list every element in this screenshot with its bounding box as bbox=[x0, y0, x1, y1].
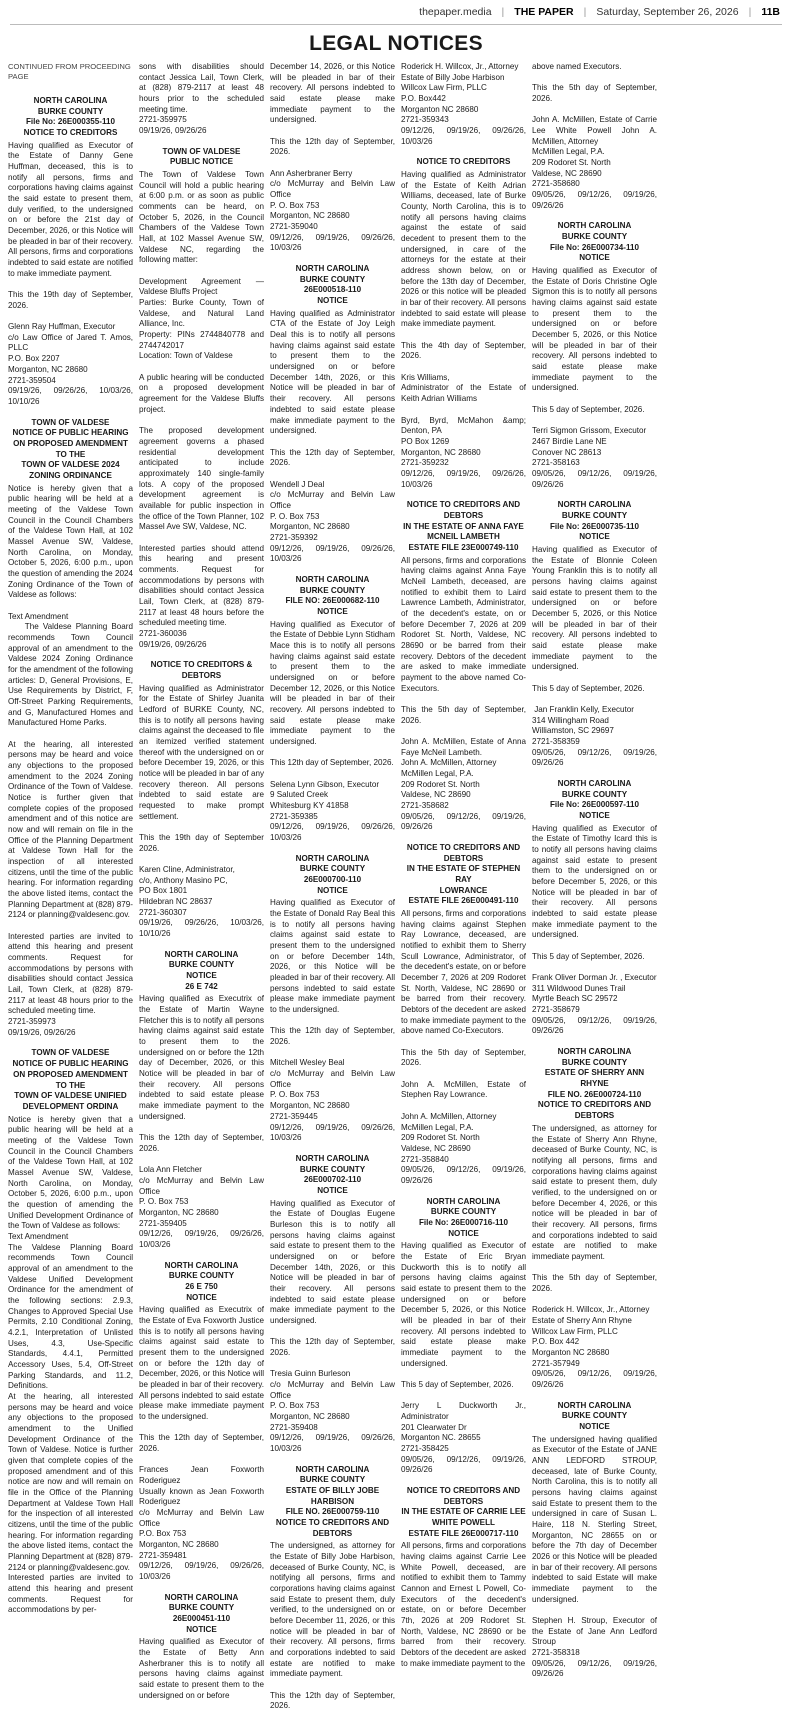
notice-body: Having qualified as Executor of the Estate of Debbie Lynn Stidham Mace this is to notify all persons having claims against said estate to present them to the undersigned on or before December 12, 2026, or this Notice will be pleaded in bar of their recovery. All persons indebted to said estate please make immediate payment to the undersigned. This 12th day of September, 2026. Selena Lynn Gibson, Executor 9 Saluted Creek Whitesburg KY 41858 2721-359385 09/12/26, 09/19/26, 09/26/26, 10/03/26 bbox=[270, 619, 395, 843]
legal-notice bbox=[401, 1486, 529, 1669]
notice-heading: NORTH CAROLINA BURKE COUNTY FILE NO: 26E000682-110 NOTICE bbox=[285, 574, 380, 616]
notice-body: Notice is hereby given that a public hearing will be held at a meeting of the Valdese Town Council in the Council Chambers of the Valdese Town Hall, at 102 Massel Avenue SW, Valdese, North Carolina, on Monday, October 5, 2026, 6:00 p.m., upon the question of amending the Unified Development Ordinance of the Town of Valdese as follows: Text Amendment The Valdese Planning Board recommends Town Council approval of an amendment to the Valdese Unified Development Ordinance for the amendment of the following sections: 2.9.3, Changes to Approved Special Use Permits, 2.10 Conditional Zoning, 4.2.1, Interpretation of Unlisted Uses, 4.3, Use-Specific Standards, 4.4.1, Permitted Accessory Uses, 5.4, Off-Street Parking Standards, and 11.2, Definitions. At the hearing, all interested persons may be heard and voice any objections to the proposed amendment to the Unified Development Ordinance of the Town of Valdese. Notice is further given that complete copies of the proposed amendment and of this notice are now and will remain on file in the Office of the Planning Department at Valdese Town Hall for the inspection of all interested citizens, until the time of the public hearing. For information regarding the above listed items, contact the Planning Department at (828) 879-2124 or planning@valdesenc.gov. Interested parties are invited to attend this hearing and present comments. Request for accommodations by per- bbox=[8, 1114, 133, 1615]
notice-heading: NOTICE TO CREDITORS AND DEBTORS IN THE ESTATE OF ANNA FAYE MCNEIL LAMBETH ESTATE FILE 23E000749-110 bbox=[403, 500, 524, 552]
notice-body: The undersigned having qualified as Executor of the Estate of JANE ANN LEDFORD STROUP, deceased, late of Burke County, North Carolina, this is to notify all persons having claims against said Estate to present them to the undersigned in care of Susan L. Haire, 118 N. Sterling Street, Morganton, NC 28655 on or before the 7th day of December 2026 or this Notice will be pleaded in bar of their recovery. All persons indebted to said Estate will make immediate payment to the undersigned. Stephen H. Stroup, Executor of the Estate of Jane Ann Ledford Stroup 2721-358318 09/05/26, 09/12/26, 09/19/26, 09/26/26 bbox=[532, 1434, 657, 1679]
legal-notice bbox=[270, 264, 395, 565]
notice-heading: NORTH CAROLINA BURKE COUNTY 26 E 750 NOTICE bbox=[164, 1260, 239, 1302]
notice-heading: TOWN OF VALDESE NOTICE OF PUBLIC HEARING ON PROPOSED AMENDMENT TO THE TOWN OF VALDESE UNIFIED DEVELOPMENT ORDINA bbox=[12, 1048, 129, 1111]
notice-heading: NORTH CAROLINA BURKE COUNTY NOTICE 26 E 742 bbox=[164, 949, 239, 991]
notice-heading: NORTH CAROLINA BURKE COUNTY File No: 26E000735-110 NOTICE bbox=[549, 500, 640, 542]
notice-body: Having qualified as Administrator for the Estate of Shirley Juanita Ledford of BURKE County, NC, this is to notify all persons having claims against the deceased to file an itemized verified statement thereof with the undersigned on or before December 19, 2026, or this notice will be pleaded in bar of any recovery thereon. All persons indebted to said estate are requested to make prompt settlement. This the 19th day of September 2026. Karen Cline, Administrator, c/o, Anthony Masino PC, PO Box 1801 Hildebran NC 28637 2721-360307 09/19/26, 09/26/26, 10/03/26, 10/10/26 bbox=[139, 683, 264, 939]
notice-columns bbox=[0, 62, 792, 1711]
notice-body: The undersigned, as attorney for the Estate of Sherry Ann Rhyne, deceased of Burke County, NC, is notifying all persons, firms and corporations having claims against said estate to present them, duly verified, to the undersigned on or before December 4, 2026, or this notice will be pleaded in bar of their recovery. All persons, firms and corporations indebted to said estate are notified to make immediate payment. This the 5th day of September, 2026. Roderick H. Willcox, Jr., Attorney Estate of Sherry Ann Rhyne Willcox Law Firm, PLLC P.O. Box 442 Morganton NC 28680 2721-357949 09/05/26, 09/12/26, 09/19/26, 09/26/26 bbox=[532, 1123, 657, 1389]
notice-body: All persons, firms and corporations having claims against Stephen Ray Lowrance, deceased, are notified to exhibit them to Sherry Scull Lowrance, Administrator, of the decedent's estate, on or before December 7, 2026 at 209 Rodoret St. North, Valdese, NC 28690 or be barred from their recovery. Debtors of the decedent are asked to make immediate payment to the above named Co-Executors. This the 5th day of September, 2026. John A. McMillen, Estate of Stephen Ray Lowrance. John A. McMillen, Attorney McMillen Legal, P.A. 209 Rodoret St. North Valdese, NC 28690 2721-358840 09/05/26, 09/12/26, 09/19/26, 09/26/26 bbox=[401, 909, 526, 1185]
legal-notice bbox=[8, 418, 133, 1039]
notice-body: Having qualified as Executrix of the Estate of Martin Wayne Fletcher this is to notify all persons having claims against said estate to present them to the undersigned on or before the 12th day of December, 2026, or this Notice will be pleaded in bar of their recovery. All persons indebted to said estate please make immediate payment to the undersigned. This the 12th day of September, 2026. Lola Ann Fletcher c/o McMurray and Belvin Law Office P. O. Box 753 Morganton, NC 28680 2721-359405 09/12/26, 09/19/26, 09/26/26, 10/03/26 bbox=[139, 994, 264, 1249]
notice-heading: NORTH CAROLINA BURKE COUNTY 26E000700-110 NOTICE bbox=[295, 853, 370, 895]
notice-body: sons with disabilities should contact Jessica Lail, Town Clerk, at (828) 879-2117 at least 48 hours prior to the scheduled meeting time. 2721-359975 09/19/26, 09/26/26 bbox=[139, 62, 264, 136]
header-separator: | bbox=[583, 6, 587, 18]
notice-heading: NOTICE TO CREDITORS AND DEBTORS IN THE ESTATE OF STEPHEN RAY LOWRANCE ESTATE FILE 26E000491-110 bbox=[406, 843, 521, 906]
notice-body: Notice is hereby given that a public hearing will be held at a meeting of the Valdese Town Council in the Council Chambers of the Valdese Town Hall, at 102 Massel Avenue SW, Valdese, North Carolina, on Monday, October 5, 2026, 6:00 p.m., upon the question of amending the 2024 Zoning Ordinance of the Town of Valdese as follows: Text Amendment The Valdese Planning Board recommends Town Council approval of an amendment to the Valdese 2024 Zoning Ordinance for the amendment of the following articles: D, General Provisions, E, Use Requirements by District, F, Off-Street Parking Requirements, and G, Manufactured Homes and Manufactured Home Parks. At the hearing, all interested persons may be heard and voice any objections to the proposed amendment to the 2024 Zoning Ordinance of the Town of Valdese. Notice is further given that complete copies of the proposed amendment and of this notice are now and will remain on file in the Office of the Planning Department at Valdese Town Hall for the inspection of all interested citizens, until the time of the public hearing. For information regarding the above listed items, contact the Planning Department at (828) 879-2124 or planning@valdesenc.gov. Interested parties are invited to attend this hearing and present comments. Request for accommodations by persons with disabilities should contact Jessica Lail, Town Clerk, at (828) 879-2117 at least 48 hours prior to the scheduled meeting time. 2721-359973 09/19/26, 09/26/26 bbox=[8, 483, 133, 1037]
legal-notice bbox=[401, 500, 526, 833]
column-5 bbox=[532, 62, 657, 1679]
page-header bbox=[0, 0, 792, 24]
notice-body: Having qualified as Executor of the Estate of Douglas Eugene Burleson this is to notify all persons having claims against said estate to present them to the undersigned on or before December 14th, 2026, or this Notice will be pleaded in bar of their recovery. All persons indebted to said estate please make immediate payment to the undersigned. This the 12th day of September, 2026. Tresia Guinn Burleson c/o McMurray and Belvin Law Office P. O. Box 753 Morganton, NC 28680 2721-359408 09/12/26, 09/19/26, 09/26/26, 10/03/26 bbox=[270, 1198, 395, 1453]
notice-body: All persons, firms and corporations having claims against Carrie Lee White Powell, deceased, are notified to exhibit them to Tammy Cannon and Ernest L Powell, Co-Executors of the decedent's estate, on or before December 7th, 2026 at 209 Rodoret St. North, Valdese, NC 28690 or be barred from their recovery. Debtors of the decedent are asked to make immediate payment to the bbox=[401, 1541, 529, 1668]
notice-body: The undersigned, as attorney for the Estate of Billy Jobe Harbison, deceased of Burke County, NC, is notifying all persons, firms and corporations having claims against said Estate to present them, duly verified, to the undersigned on or before December 11, 2026, or this notice will be pleaded in bar of their recovery. All persons, firms and corporations indebted to said estate are notified to make immediate payment. This the 12th day of September, 2026. bbox=[270, 1541, 395, 1711]
notice-body: above named Executors. This the 5th day of September, 2026. John A. McMillen, Estate of Carrie Lee White Powell John A. McMillen, Attorney McMillen Legal, P.A. 209 Rodoret St. North Valdese, NC 28690 2721-358680 09/05/26, 09/12/26, 09/19/26, 09/26/26 bbox=[532, 62, 657, 210]
notice-body: All persons, firms and corporations having claims against Anna Faye McNeil Lambeth, deceased, are notified to exhibit them to Laird Lawrence Lambeth, Administrator, of the decedent's estate, on or before December 7, 2026 at 209 Rodoret St. North, Valdese, NC 28690 or be barred from their recovery. Debtors of the decedent are asked to make immediate payment to the above named Co-Executors. This the 5th day of September, 2026. John A. McMillen, Estate of Anna Faye McNeil Lambeth. John A. McMillen, Attorney McMillen Legal, P.A. 209 Rodoret St. North Valdese, NC 28690 2721-358682 09/05/26, 09/12/26, 09/19/26, 09/26/26 bbox=[401, 555, 526, 832]
legal-notice bbox=[401, 62, 526, 147]
notice-body: Having qualified as Administrator of the Estate of Keith Adrian Williams, deceased, late of Burke County, North Carolina, this is to notify all persons having claims against the estate of said decedent to present them to the undersigned, in care of the attorneys for the estate at their address shown below, on or before the 13th day of December, 2026 or this notice will be pleaded in bar of their recovery. All persons indebted to said estate will please make immediate payment. This the 4th day of September, 2026. Kris Williams, Administrator of the Estate of Keith Adrian Williams Byrd, Byrd, McMahon &amp; Denton, PA PO Box 1269 Morganton, NC 28680 2721-359232 09/12/26, 09/19/26, 09/26/26, 10/03/26 bbox=[401, 170, 526, 489]
notice-heading: NOTICE TO CREDITORS bbox=[416, 157, 511, 167]
notice-heading: NORTH CAROLINA BURKE COUNTY NOTICE bbox=[557, 1400, 632, 1431]
legal-notice bbox=[270, 1465, 395, 1712]
notice-body: Having qualified as Executor of the Estate of Danny Gene Huffman, deceased, this is to notify all persons, firms and corporations having claims against the said estate to present them, duly verified, to the undersigned on or before the 21st day of December, 2026, or this Notice will be pleaded in bar of their recovery. All persons, firms and corporations indebted to said estate are notified to make immediate payment. This the 19th day of September, 2026. Glenn Ray Huffman, Executor c/o Law Office of Jared T. Amos, PLLC P.O. Box 2207 Morganton, NC 28680 2721-359504 09/19/26, 09/26/26, 10/03/26, 10/10/26 bbox=[8, 140, 133, 406]
legal-notice bbox=[270, 575, 395, 844]
legal-notice bbox=[270, 62, 395, 254]
notice-body: Having qualified as Executor of the Estate of Betty Ann Asherbraner this is to notify all persons having claims against said estate to present them to the undersigned on or before bbox=[139, 1637, 267, 1700]
notice-body: Having qualified as Executor of the Estate of Eric Bryan Duckworth this is to notify all persons having claims against said estate to present them to the undersigned on or before December 5, 2026, or this Notice will be pleaded in bar of their recovery. All persons indebted to said estate please make immediate payment to the undersigned. This 5 day of September, 2026. Jerry L Duckworth Jr., Administrator 201 Clearwater Dr Morganton NC. 28655 2721-358425 09/05/26, 09/12/26, 09/19/26, 09/26/26 bbox=[401, 1241, 526, 1475]
issue-date: Saturday, September 26, 2026 bbox=[596, 6, 739, 18]
legal-notice bbox=[532, 779, 657, 1037]
legal-notice bbox=[532, 500, 657, 769]
notice-heading: TOWN OF VALDESE PUBLIC NOTICE bbox=[162, 146, 241, 167]
notice-heading: NOTICE TO CREDITORS & DEBTORS bbox=[150, 660, 253, 680]
column-2 bbox=[139, 62, 267, 1700]
notice-heading: NORTH CAROLINA BURKE COUNTY ESTATE OF BILLY JOBE HARBISON FILE NO. 26E000759-110 NOTICE TO CREDITORS AND DEBTORS bbox=[275, 1464, 390, 1538]
page-number: 11B bbox=[761, 6, 780, 18]
column-3 bbox=[270, 62, 395, 1711]
notice-heading: NORTH CAROLINA BURKE COUNTY File No: 26E000597-110 NOTICE bbox=[549, 779, 640, 821]
notice-body: Having qualified as Executrix of the Estate of Eva Foxworth Justice this is to notify all persons having claims against said estate to present them to the undersigned on or before the 12th day of December, 2026, or this Notice will be pleaded in bar of their recovery. All persons indebted to said estate please make immediate payment to the undersigned. This the 12th day of September, 2026. Frances Jean Foxworth Roderiguez Usually known as Jean Foxworth Roderiguez c/o McMurray and Belvin Law Office P.O. Box 753 Morganton, NC 28680 2721-359481 09/12/26, 09/19/26, 09/26/26, 10/03/26 bbox=[139, 1305, 264, 1582]
continued-note: CONTINUED FROM PROCEEDING PAGE bbox=[8, 62, 131, 82]
legal-notice bbox=[8, 1048, 133, 1616]
header-separator: | bbox=[748, 6, 752, 18]
notice-body: The Town of Valdese Town Council will hold a public hearing at 6:00 p.m. or as soon as public comments can be heard, on October 5, 2026, in the Council Chambers of the Valdese Town Hall, at 102 Massel Avenue SW, Valdese NC, regarding the following matter: Development Agreement — Valdese Bluffs Project Parties: Burke County, Town of Valdese, and Natural Land Alliance, Inc. Property: PINs 2744840778 and 2744742017 Location: Town of Valdese A public hearing will be conducted on a proposed development agreement for the Valdese Bluffs project. The proposed development agreement governs a phased residential development anticipated to include approximately 140 single-family lots. A copy of the proposed development agreement is available for public inspection in the office of the Town Planner, 102 Massel Ave SW, Valdese, NC. Interested parties should attend this hearing and present comments. Request for accommodations by persons with disabilities should contact Jessica Lail, Town Clerk, at (828) 879-2117 at least 48 hours before the scheduled meeting time. 2721-360036 09/19/26, 09/26/26 bbox=[139, 170, 264, 649]
legal-notice bbox=[270, 854, 395, 1144]
legal-notice bbox=[401, 157, 526, 490]
notice-heading: NORTH CAROLINA BURKE COUNTY 26E000702-110 NOTICE bbox=[295, 1153, 370, 1195]
legal-notice bbox=[401, 1197, 526, 1476]
legal-notice bbox=[139, 950, 264, 1251]
notice-heading: NORTH CAROLINA BURKE COUNTY 26E000451-110 NOTICE bbox=[164, 1592, 239, 1634]
column-1 bbox=[8, 62, 133, 1622]
column-4 bbox=[401, 62, 529, 1668]
notice-body: Having qualified as Executor of the Estate of Blonnie Coleen Young Franklin this is to notify all persons having claims against said estate to present them to the undersigned on or before December 5, 2026, or this Notice will be pleaded in bar of their recovery. All persons indebted to said estate please make immediate payment to the undersigned. This 5 day of September, 2026. Jan Franklin Kelly, Executor 314 Willingham Road Williamston, SC 29697 2721-358359 09/05/26, 09/12/26, 09/19/26, 09/26/26 bbox=[532, 544, 657, 768]
legal-notice bbox=[139, 660, 264, 939]
notice-body: Having qualified as Executor of the Estate of Doris Christine Ogle Sigmon this is to notify all persons having claims against said estate to present them to the undersigned on or before December 5, 2026, or this Notice will be pleaded in bar of their recovery. All persons indebted to said estate please make immediate payment to the undersigned. This 5 day of September, 2026. Terri Sigmon Grissom, Executor 2467 Birdie Lane NE Conover NC 28613 2721-358163 09/05/26, 09/12/26, 09/19/26, 09/26/26 bbox=[532, 266, 657, 489]
legal-notice bbox=[532, 221, 657, 490]
legal-notice bbox=[401, 843, 526, 1187]
legal-notice bbox=[532, 1401, 657, 1680]
header-rule bbox=[10, 24, 782, 25]
notice-body: Having qualified as Executor of the Estate of Timothy Icard this is to notify all persons having claims against said estate to present them to the undersigned on or before December 5, 2026, or this Notice will be pleaded in bar of their recovery. All persons indebted to said estate please make immediate payment to the undersigned. This 5 day of September, 2026. Frank Oliver Dorman Jr. , Executor 311 Wildwood Dunes Trail Myrtle Beach SC 29572 2721-358679 09/05/26, 09/12/26, 09/19/26, 09/26/26 bbox=[532, 823, 657, 1036]
legal-notice bbox=[139, 147, 264, 651]
notice-heading: NORTH CAROLINA BURKE COUNTY File No: 26E000734-110 NOTICE bbox=[549, 221, 640, 263]
notice-heading: NOTICE TO CREDITORS AND DEBTORS IN THE ESTATE OF CARRIE LEE WHITE POWELL ESTATE FILE 26E000717-110 bbox=[401, 1486, 526, 1538]
notice-heading: TOWN OF VALDESE NOTICE OF PUBLIC HEARING ON PROPOSED AMENDMENT TO THE TOWN OF VALDESE 2024 ZONING ORDINANCE bbox=[12, 417, 129, 480]
notice-body: December 14, 2026, or this Notice will be pleaded in bar of their recovery. All persons indebted to said estate please make immediate payment to the undersigned. This the 12th day of September, 2026. Ann Asherbraner Berry c/o McMurray and Belvin Law Office P. O. Box 753 Morganton, NC 28680 2721-359040 09/12/26, 09/19/26, 09/26/26, 10/03/26 bbox=[270, 62, 395, 253]
legal-notice bbox=[139, 1592, 267, 1702]
notice-heading: NORTH CAROLINA BURKE COUNTY File No: 26E000716-110 NOTICE bbox=[418, 1196, 509, 1238]
legal-notice bbox=[139, 62, 264, 137]
legal-notice bbox=[532, 62, 657, 211]
notice-heading: NORTH CAROLINA BURKE COUNTY ESTATE OF SHERRY ANN RHYNE FILE NO. 26E000724-110 NOTICE TO CREDITORS AND DEBTORS bbox=[537, 1047, 652, 1121]
brand-name: THE PAPER bbox=[514, 6, 574, 18]
notice-body: Having qualified as Administrator CTA of the Estate of Joy Leigh Deal this is to notify all persons having claims against said estate to present them to the undersigned on or before December 14th, 2026, or this Notice will be pleaded in bar of their recovery. All persons indebted to said estate please make immediate payment to the undersigned. This the 12th day of September, 2026. Wendell J Deal c/o McMurray and Belvin Law Office P. O. Box 753 Morganton, NC 28680 2721-359392 09/12/26, 09/19/26, 09/26/26, 10/03/26 bbox=[270, 308, 395, 564]
notice-body: Roderick H. Willcox, Jr., Attorney Estate of Billy Jobe Harbison Willcox Law Firm, PLLC P.O. Box442 Morganton NC 28680 2721-359343 09/12/26, 09/19/26, 09/26/26, 10/03/26 bbox=[401, 62, 526, 146]
legal-notice bbox=[270, 1154, 395, 1455]
legal-notice bbox=[532, 1047, 657, 1391]
section-title: LEGAL NOTICES bbox=[309, 32, 483, 55]
header-separator: | bbox=[501, 6, 505, 18]
site-url[interactable]: thepaper.media bbox=[419, 6, 492, 18]
notice-heading: NORTH CAROLINA BURKE COUNTY 26E000518-110 NOTICE bbox=[295, 264, 370, 306]
notice-heading: NORTH CAROLINA BURKE COUNTY File No: 26E000355-110 NOTICE TO CREDITORS bbox=[23, 96, 118, 138]
legal-notice bbox=[139, 1261, 264, 1583]
notice-body: Having qualified as Executor of the Estate of Donald Ray Beal this is to notify all persons having claims against said estate to present them to the undersigned on or before December 14th, 2026, or this Notice will be pleaded in bar of their recovery. All persons indebted to said estate please make immediate payment to the undersigned. This the 12th day of September, 2026. Mitchell Wesley Beal c/o McMurray and Belvin Law Office P. O. Box 753 Morganton, NC 28680 2721-359445 09/12/26, 09/19/26, 09/26/26, 10/03/26 bbox=[270, 898, 395, 1143]
legal-notice bbox=[8, 96, 133, 407]
